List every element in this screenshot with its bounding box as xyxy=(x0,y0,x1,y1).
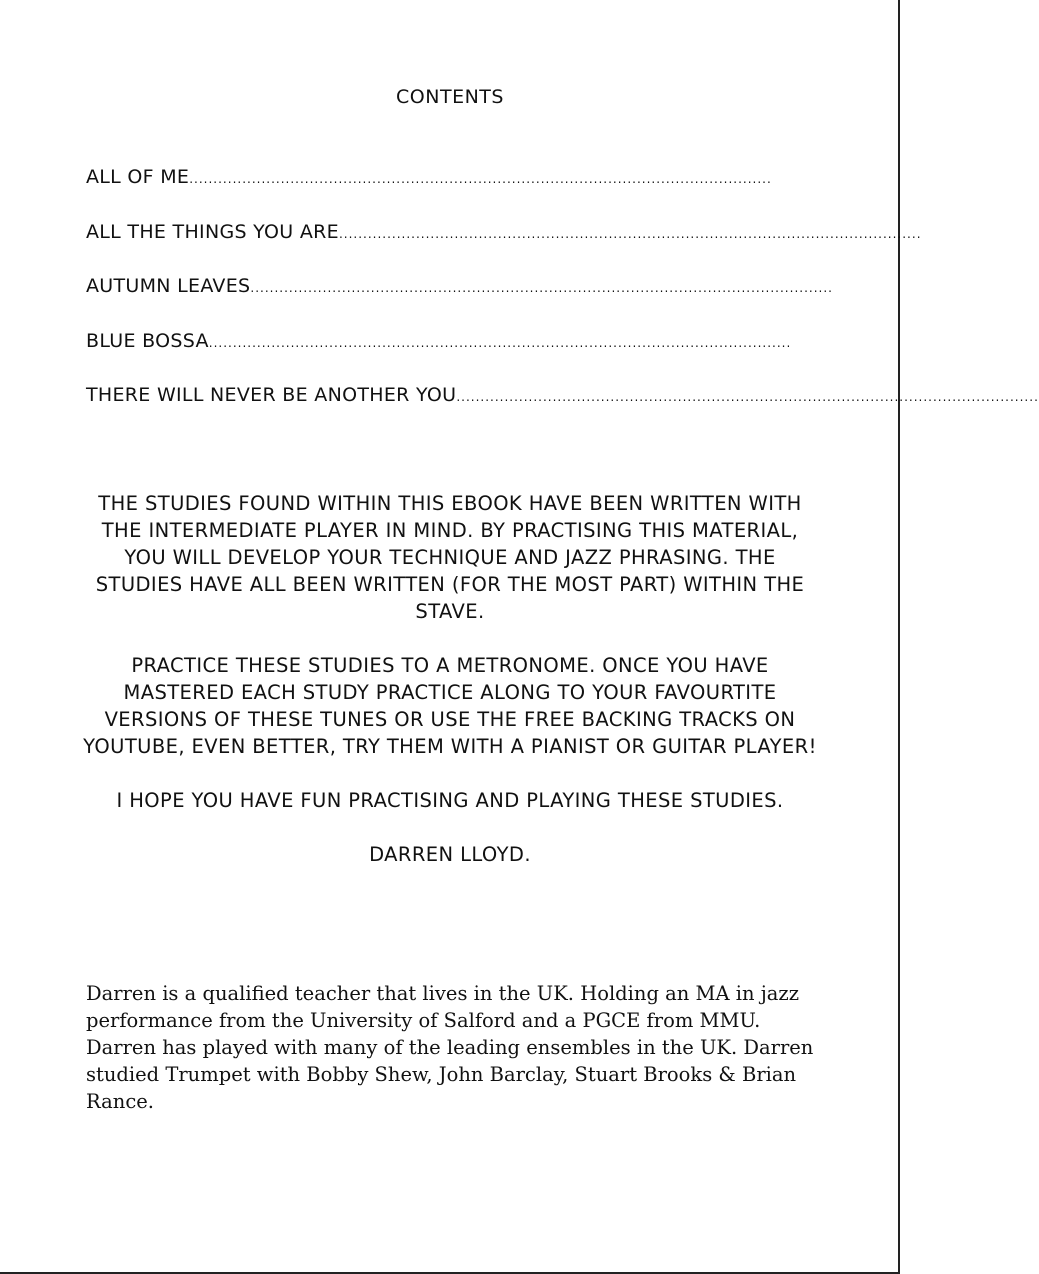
toc-leader-dots: ......................................................................................................................... xyxy=(338,226,922,241)
toc-leader-dots: ......................................................................................................................... xyxy=(189,172,772,186)
toc-leader-dots: ......................................................................................................................... xyxy=(250,281,833,295)
toc-entry-label: BLUE BOSSA xyxy=(86,329,209,352)
intro-paragraph-studies: THE STUDIES FOUND WITHIN THIS EBOOK HAVE BEEN WRITTEN WITH THE INTERMEDIATE PLAYER IN MIND. BY PRACTISING THIS MATERIAL, YOU WILL DEVELOP YOUR TECHNIQUE AND JAZZ PHRASING. THE STUDIES HAVE ALL BEEN WRITTEN (FOR THE MOST PART) WITHIN THE STAVE. xyxy=(95,492,805,623)
toc-entry-label: THERE WILL NEVER BE ANOTHER YOU xyxy=(86,384,457,406)
introduction xyxy=(80,490,820,868)
table-of-contents xyxy=(86,166,1039,439)
author-bio: Darren is a qualified teacher that lives in the UK. Holding an MA in jazz performance from the University of Salford and a PGCE from MMU. Darren has played with many of the leading ensembles in the UK. Darren studied Trumpet with Bobby Shew, John Barclay, Stuart Brooks & Brian Rance. xyxy=(86,982,814,1113)
toc-leader-dots: ......................................................................................................................... xyxy=(208,335,792,350)
intro-paragraph-fun: I HOPE YOU HAVE FUN PRACTISING AND PLAYING THESE STUDIES. xyxy=(116,789,784,812)
intro-paragraph-practice: PRACTICE THESE STUDIES TO A METRONOME. ONCE YOU HAVE MASTERED EACH STUDY PRACTICE ALONG TO YOUR FAVOURTITE VERSIONS OF THESE TUNES OR USE THE FREE BACKING TRACKS ON YOUTUBE, EVEN BETTER, TRY THEM WITH A PIANIST OR GUITAR PLAYER! xyxy=(83,654,817,758)
author-signature: DARREN LLOYD. xyxy=(369,843,531,866)
toc-entry-label: ALL THE THINGS YOU ARE xyxy=(86,220,339,243)
toc-entry-there-will-never-be-another-you xyxy=(86,384,1039,439)
toc-entry-all-of-me xyxy=(86,166,772,221)
toc-entry-label: AUTUMN LEAVES xyxy=(86,275,251,297)
toc-entry-autumn-leaves xyxy=(86,275,833,330)
page-border-right xyxy=(898,0,900,1274)
toc-entry-label: ALL OF ME xyxy=(86,166,190,188)
toc-entry-blue-bossa xyxy=(86,329,792,385)
contents-title: CONTENTS xyxy=(396,86,504,108)
toc-entry-all-the-things-you-are xyxy=(86,220,922,276)
toc-leader-dots: ......................................................................................................................... xyxy=(456,390,1039,404)
